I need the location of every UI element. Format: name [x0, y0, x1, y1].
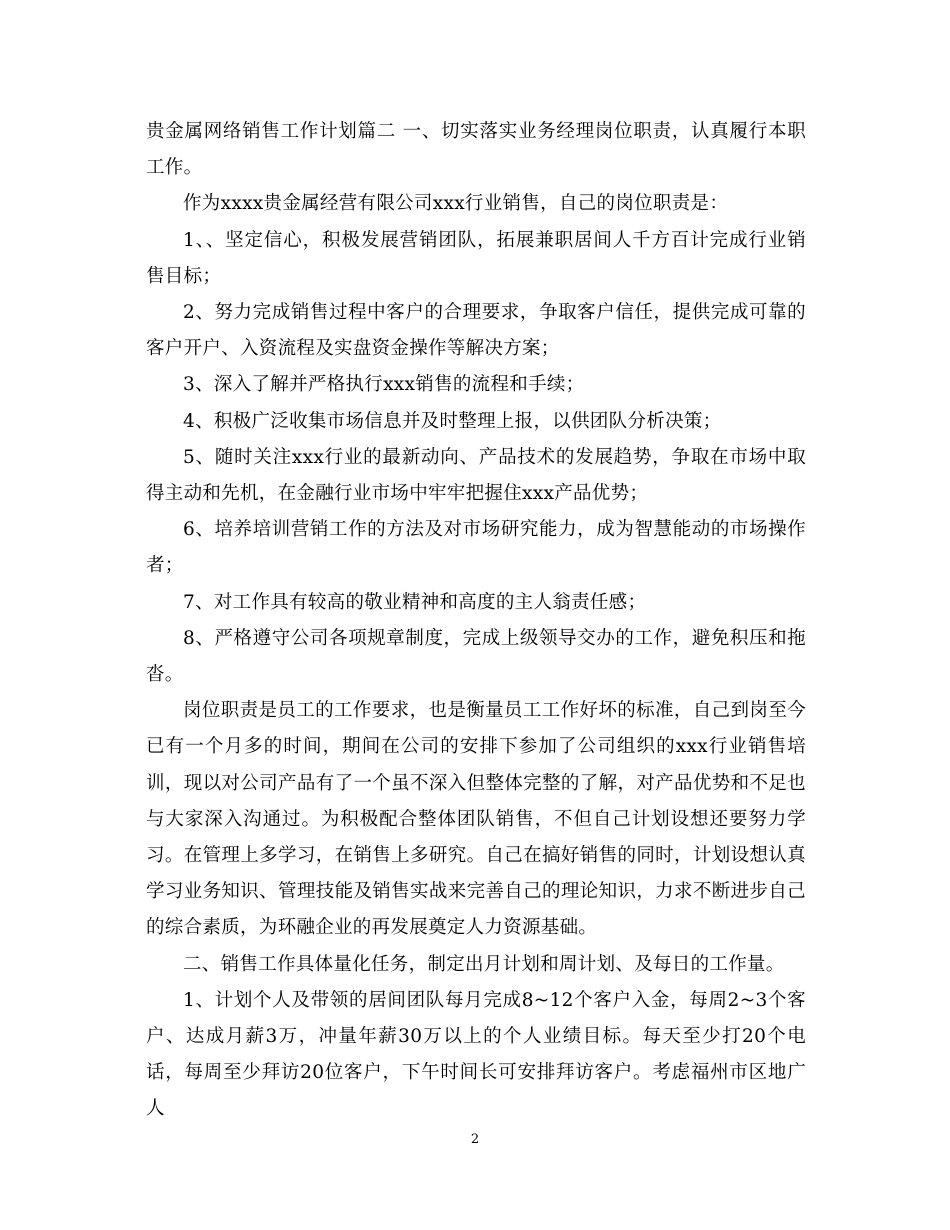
- paragraph: 作为xxxx贵金属经营有限公司xxx行业销售，自己的岗位职责是：: [183, 193, 729, 215]
- paragraph-item-2: 2、努力完成销售过程中客户的合理要求，争取客户信任，提供完成可靠的客户开户、入资流程及实盘资金操作等解决方案；: [146, 302, 806, 360]
- paragraph-item-8: 8、严格遵守公司各项规章制度，完成上级领导交办的工作，避免积压和拖沓。: [146, 627, 806, 686]
- paragraph-item-7: 7、对工作具有较高的敬业精神和高度的主人翁责任感；: [183, 591, 647, 613]
- paragraph-item-4: 4、积极广泛收集市场信息并及时整理上报，以供团队分析决策；: [183, 410, 722, 432]
- document-body: [146, 114, 806, 1128]
- paragraph-section-heading: 二、销售工作具体量化任务，制定出月计划和周计划、及每日的工作量。: [183, 953, 785, 975]
- page-number: 2: [470, 1132, 480, 1147]
- paragraph-item-1: 1、、坚定信心，积极发展营销团队，拓展兼职居间人千方百计完成行业销售目标；: [146, 229, 806, 287]
- paragraph-summary: 岗位职责是员工的工作要求，也是衡量员工工作好坏的标准，自己到岗至今已有一个月多的时间，期间在公司的安排下参加了公司组织的xxx行业销售培训，现以对公司产品有了一个虽不深入但整体完整的了解，对产品优势和不足也与大家深入沟通过。为积极配合整体团队销售，不但自己计划设想还要努力学习。在管理上多学习，在销售上多研究。自己在搞好销售的同时，计划设想认真学习业务知识、管理技能及销售实战来完善自己的理论知识，力求不断进步自己的综合素质，为环融企业的再发展奠定人力资源基础。: [146, 700, 806, 939]
- paragraph-heading: 贵金属网络销售工作计划篇二 一、切实落实业务经理岗位职责，认真履行本职工作。: [146, 121, 806, 179]
- paragraph-item-6: 6、培养培训营销工作的方法及对市场研究能力，成为智慧能动的市场操作者；: [146, 519, 806, 577]
- paragraph-item-3: 3、深入了解并严格执行xxx销售的流程和手续；: [183, 374, 585, 396]
- paragraph-plan-item-1: 1、计划个人及带领的居间团队每月完成8~12个客户入金，每周2~3个客户、达成月薪3万，冲量年薪30万以上的个人业绩目标。每天至少打20个电话，每周至少拜访20位客户，下午时间长可安排拜访客户。考虑福州市区地广人: [146, 989, 806, 1120]
- paragraph-item-5: 5、随时关注xxx行业的最新动向、产品技术的发展趋势，争取在市场中取得主动和先机，在金融行业市场中牢牢把握住xxx产品优势；: [146, 446, 806, 505]
